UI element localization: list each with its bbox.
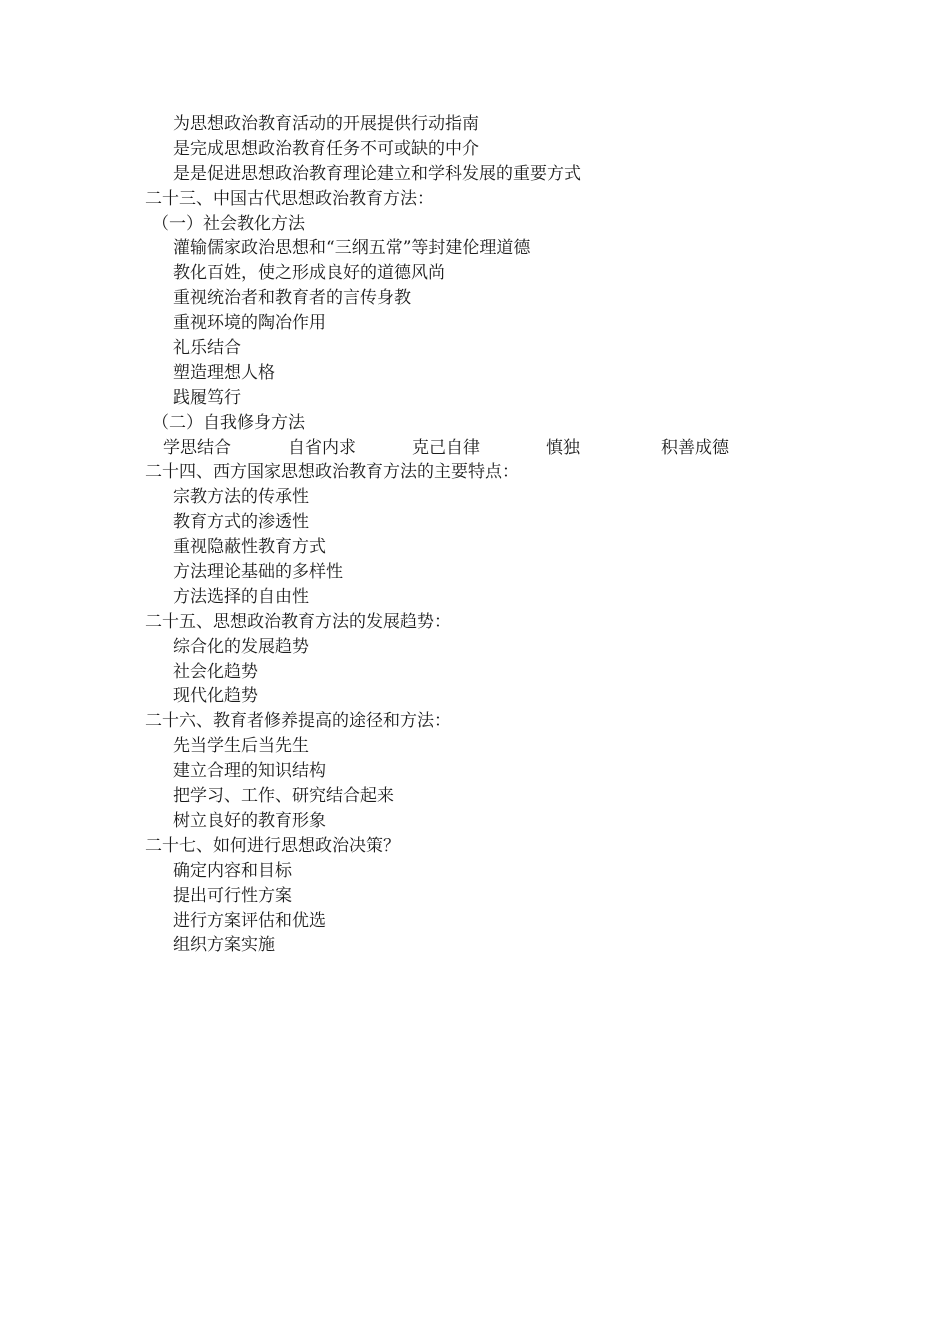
list-item: 宗教方法的传承性 xyxy=(173,487,309,508)
section-heading-25: 二十五、思想政治教育方法的发展趋势： xyxy=(145,611,451,632)
list-item: 是完成思想政治教育任务不可或缺的中介 xyxy=(173,138,479,159)
list-item: 教育方式的渗透性 xyxy=(173,512,309,533)
list-item: 方法选择的自由性 xyxy=(173,586,309,607)
list-item: 礼乐结合 xyxy=(173,338,241,359)
subsection-heading-self-cultivation: （二）自我修身方法 xyxy=(152,412,305,433)
method-item: 慎独 xyxy=(546,437,580,458)
list-item: 树立良好的教育形象 xyxy=(173,810,326,831)
list-item: 教化百姓，使之形成良好的道德风尚 xyxy=(173,263,445,284)
list-item: 进行方案评估和优选 xyxy=(173,910,326,931)
list-item: 塑造理想人格 xyxy=(173,362,275,383)
list-item: 重视环境的陶冶作用 xyxy=(173,313,326,334)
list-item: 确定内容和目标 xyxy=(173,860,292,881)
list-item: 重视统治者和教育者的言传身教 xyxy=(173,288,411,309)
method-item: 学思结合 xyxy=(163,437,231,458)
list-item: 组织方案实施 xyxy=(173,935,275,956)
method-item: 自省内求 xyxy=(288,437,356,458)
list-item: 提出可行性方案 xyxy=(173,885,292,906)
list-item: 灌输儒家政治思想和“三纲五常”等封建伦理道德 xyxy=(173,238,531,259)
list-item: 建立合理的知识结构 xyxy=(173,761,326,782)
list-item: 为思想政治教育活动的开展提供行动指南 xyxy=(173,114,479,134)
list-item: 践履笃行 xyxy=(173,387,241,408)
list-item: 综合化的发展趋势 xyxy=(173,636,309,657)
list-item: 把学习、工作、研究结合起来 xyxy=(173,786,394,807)
document-page xyxy=(0,112,950,958)
list-item: 现代化趋势 xyxy=(173,686,258,707)
section-heading-26: 二十六、教育者修养提高的途径和方法： xyxy=(145,711,451,732)
methods-row xyxy=(0,436,950,461)
section-heading-27: 二十七、如何进行思想政治决策？ xyxy=(145,835,400,856)
list-item: 重视隐蔽性教育方式 xyxy=(173,537,326,558)
list-item: 方法理论基础的多样性 xyxy=(173,562,343,583)
method-item: 积善成德 xyxy=(661,437,729,458)
subsection-heading-social-education: （一）社会教化方法 xyxy=(152,213,305,234)
list-item: 是是促进思想政治教育理论建立和学科发展的重要方式 xyxy=(173,163,581,184)
list-item: 先当学生后当先生 xyxy=(173,736,309,757)
section-heading-24: 二十四、西方国家思想政治教育方法的主要特点： xyxy=(145,462,519,483)
list-item: 社会化趋势 xyxy=(173,661,258,682)
section-heading-23: 二十三、中国古代思想政治教育方法： xyxy=(145,188,434,209)
method-item: 克己自律 xyxy=(412,437,480,458)
